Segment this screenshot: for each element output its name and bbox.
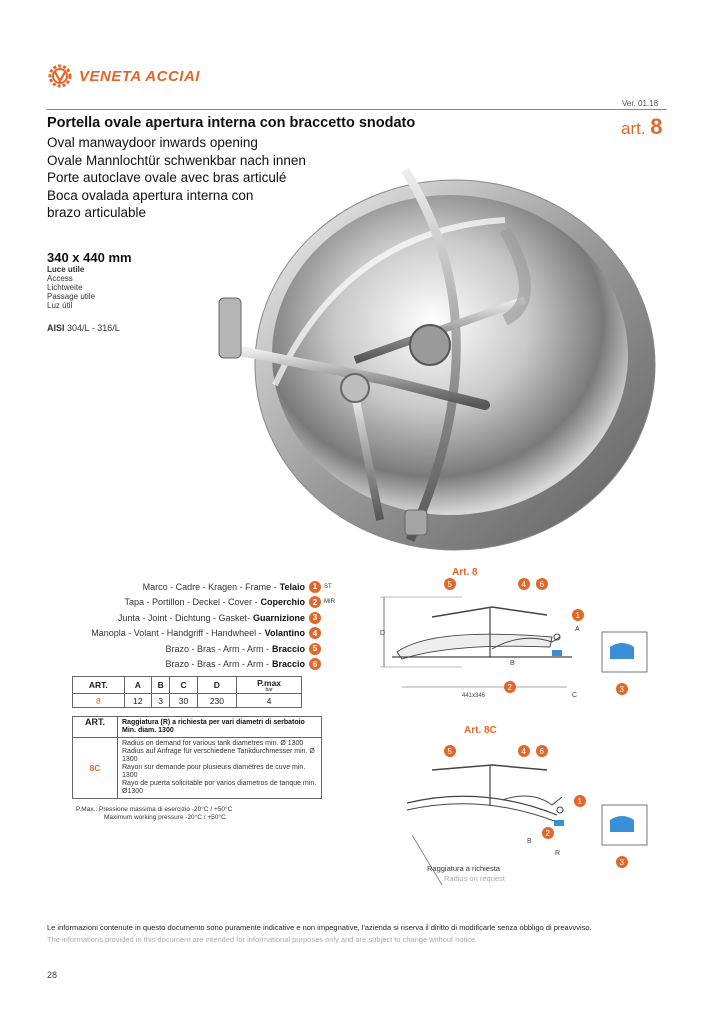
dim-label-b: B [510,660,515,667]
pmax-note-it: P.Max.: Pressione massima di esercizio -20°C / +50°C [76,806,233,813]
dim-label-size: 441x346 [462,693,486,699]
callout-4: 4 [521,580,526,589]
article-prefix: art. [621,119,646,138]
cell-c: 30 [170,694,197,708]
note-line-fr: Rayon sur demande pour plusieurs diamètres de cuve min. 1300 [122,764,306,779]
callout-1: 1 [577,797,582,806]
disclaimer-it: Le informazioni contenute in questo documento sono puramente indicative e non impegnative, l'azienda si riserva il diritto di modificarle senza obbligo di preavvviso. [47,923,592,932]
dim-label-a: A [575,626,580,633]
header-art: ART. [73,677,125,694]
part-row [50,610,340,626]
part-name: Guarnizione [252,612,305,623]
part-name: Telaio [279,581,305,592]
part-number-badge: 4 [309,627,321,639]
header-b: B [151,677,170,694]
callout-5: 5 [447,580,452,589]
notes-header-row [73,717,322,738]
size-label-it: Luce utile [47,265,85,274]
material-spec [47,323,120,333]
part-row [50,641,340,657]
table-row [73,694,302,708]
callout-4: 4 [521,747,526,756]
parts-list [50,579,340,672]
access-size: 340 x 440 mm [47,250,132,265]
callout-2: 2 [507,683,512,692]
part-number-badge: 1 [309,581,321,593]
part-row [50,626,340,642]
subtitle-de: Ovale Mannlochtür schwenkbar nach innen [47,152,306,168]
part-number-badge: 2 [309,596,321,608]
part-name: Braccio [271,659,305,670]
subtitle-fr: Porte autoclave ovale avec bras articulé [47,170,287,185]
radius-request-it: Raggiatura a richiesta [427,864,500,873]
part-code: ST [324,583,332,590]
part-code: MIR [324,599,335,606]
notes-header-bold: Raggiatura (R) a richiesta per vari diametri di serbatoio Min. diam. 1300 [122,719,305,734]
diagram-title: Art. 8C [464,725,497,736]
logo-text: VENETA ACCIAI [79,67,200,85]
part-text: Manopla - Volant - Handgriff - Handwheel - [91,628,262,639]
technical-drawing-art8c [372,725,672,890]
part-number-badge: 3 [309,612,321,624]
size-label-fr: Passage utile [47,292,96,301]
part-name: Volantino [264,628,305,639]
part-row [50,579,340,595]
header-pmax [237,677,302,694]
version-label: Ver. 01.18 [622,99,659,108]
cell-b: 3 [151,694,170,708]
notes-lines [118,738,322,799]
pmax-note [76,806,232,822]
article-number: 8 [650,114,663,139]
part-name: Braccio [271,643,305,654]
callout-2: 2 [545,829,550,838]
notes-header-text [118,717,322,738]
part-text: Brazo - Bras - Arm - Arm - [165,659,269,670]
radius-request-en: Radius on request [444,874,505,883]
notes-row [73,738,322,799]
product-photo [205,150,675,560]
subtitle-en: Oval manwaydoor inwards opening [47,135,258,150]
dim-label-c: C [572,692,578,699]
note-line-de: Radius auf Anfrage für verschiedene Tankdurchmesser min. Ø 1300 [122,748,315,763]
callout-5: 5 [447,747,452,756]
part-number-badge: 6 [309,658,321,670]
size-label-en: Access [47,274,73,283]
radius-notes-table [72,716,322,799]
material-label: AISI [47,323,65,333]
part-text: Tapa - Portillon - Deckel - Cover - [124,597,258,608]
header-c: C [170,677,197,694]
table-header-row [73,677,302,694]
callout-6: 6 [539,747,544,756]
cell-pmax: 4 [237,694,302,708]
article-badge [621,114,663,140]
page-number: 28 [47,970,58,980]
part-text: Marco - Cadre - Kragen - Frame - [142,581,277,592]
notes-code: 8C [73,738,118,799]
callout-1: 1 [575,611,580,620]
header-divider [47,109,667,110]
cell-d: 230 [197,694,236,708]
dim-label-b: B [527,838,532,845]
callout-3: 3 [619,858,624,867]
gear-logo-icon [47,63,73,89]
drawing-art8c [372,725,672,890]
part-name: Coperchio [260,597,305,608]
size-label-de: Lichtweite [47,283,83,292]
header-a: A [124,677,151,694]
pmax-label: P.max [257,677,282,688]
size-block [47,250,132,310]
diagram-title: Art. 8 [452,567,478,578]
note-line-en: Radius on demand for various tank diametres min. Ø 1300 [122,740,304,747]
disclaimer-en: The informations provided in this document are intended for informational purposes only and are subject to change without notice. [47,935,478,944]
dim-label-r: R [555,850,561,857]
material-value: 304/L - 316/L [67,323,120,333]
dimensions-table [72,676,302,708]
part-text: Junta - Joint - Dichtung - Gasket- [117,612,250,623]
pmax-unit: bar [265,686,273,693]
size-label-es: Luz útil [47,301,73,310]
part-number-badge: 5 [309,643,321,655]
callout-3: 3 [619,685,624,694]
dim-label-d: D [380,630,386,637]
pmax-note-en: Maximum working pressure -20°C / +50°C [104,814,226,821]
technical-drawing-art8 [372,567,672,707]
cell-art: 8 [73,694,125,708]
notes-header-label: ART. [73,717,118,738]
size-labels [47,265,132,310]
part-row [50,595,340,611]
drawing-art8 [372,567,672,707]
part-row [50,657,340,673]
callout-6: 6 [539,580,544,589]
cell-a: 12 [124,694,151,708]
subtitle-es-cont: brazo articulable [47,205,147,220]
disclaimer [47,922,592,946]
part-text: Brazo - Bras - Arm - Arm - [165,643,269,654]
subtitle-es: Boca ovalada apertura interna con [47,187,254,203]
product-title: Portella ovale apertura interna con braccetto snodato [47,115,416,131]
header-d: D [197,677,236,694]
brand-logo [47,63,200,89]
note-line-es: Rayo de puerta solicitable por varios diametros de tanque min. Ø1300 [122,780,317,795]
